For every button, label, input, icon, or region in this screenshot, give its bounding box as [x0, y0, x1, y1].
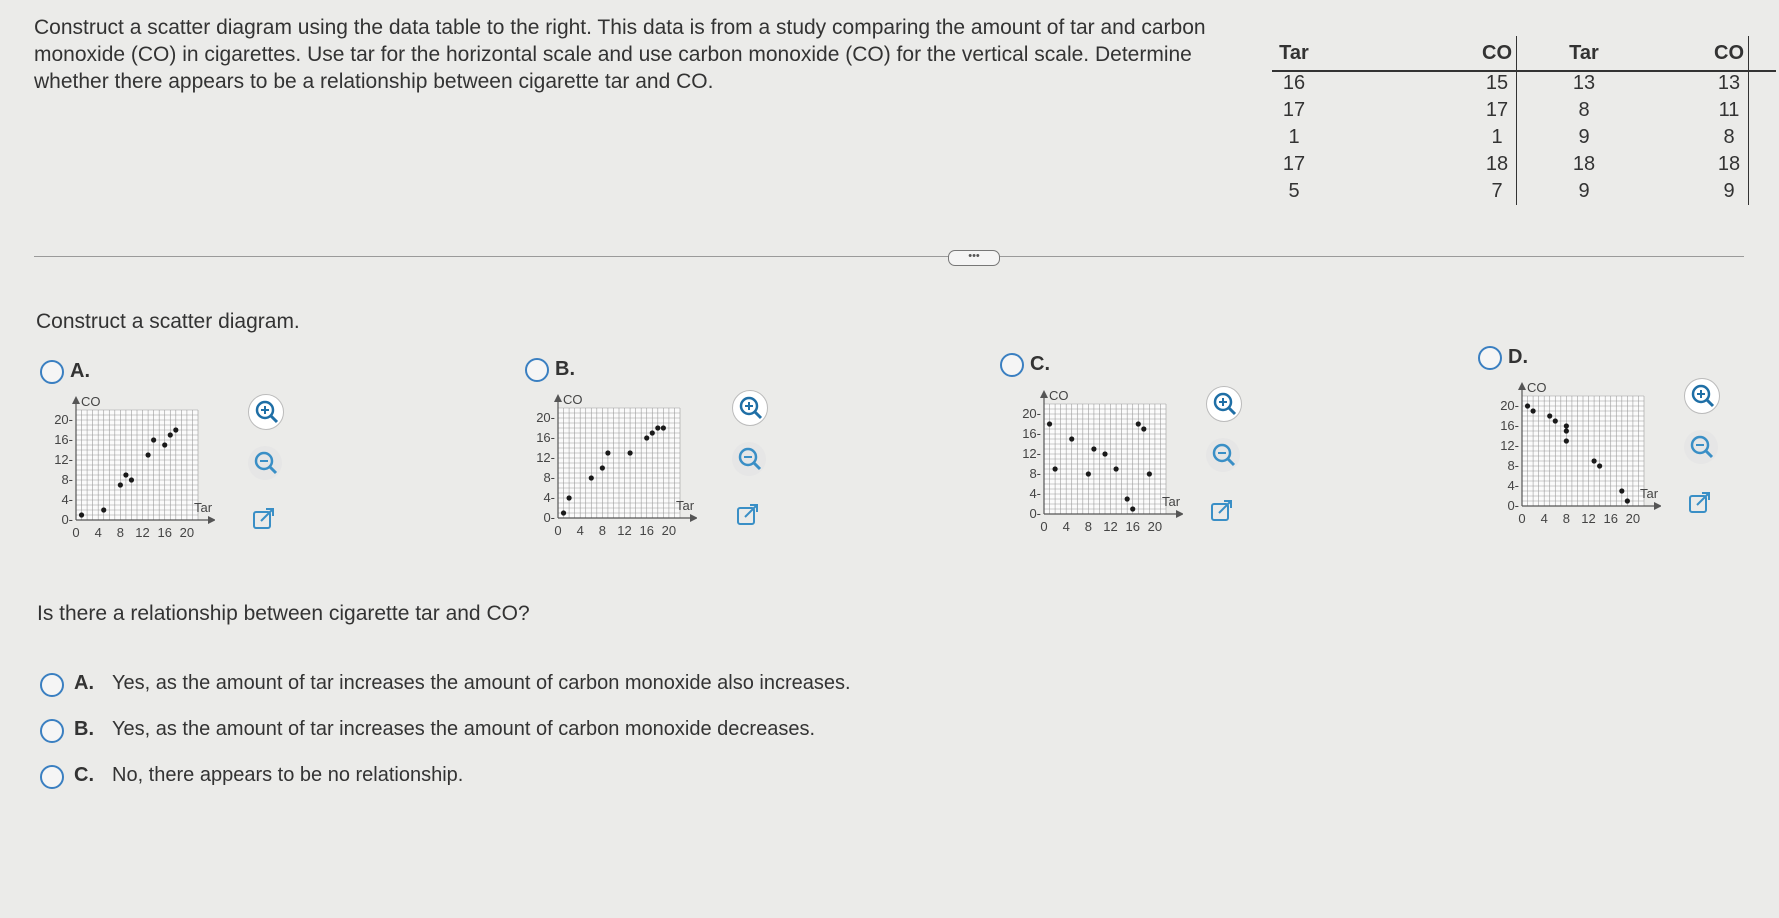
y-tick-label: 4- — [543, 490, 555, 505]
y-tick-label: 8- — [1507, 458, 1519, 473]
zoom-in-icon[interactable] — [248, 394, 284, 430]
x-tick-label: 0 — [1518, 511, 1526, 526]
table-cell: 9 — [1578, 180, 1590, 202]
x-axis-arrow — [1654, 502, 1661, 510]
table-header-rule — [1272, 70, 1776, 72]
answer-key: B. — [74, 718, 94, 740]
y-tick-label: 20- — [1500, 398, 1519, 413]
y-axis-arrow — [554, 394, 562, 402]
y-tick-label: 16- — [1500, 418, 1519, 433]
table-cell: 5 — [1288, 180, 1300, 202]
table-cell: 13 — [1717, 72, 1741, 94]
x-tick-label: 8 — [1562, 511, 1570, 526]
data-point — [1141, 426, 1146, 431]
data-point — [173, 427, 178, 432]
data-point — [600, 465, 605, 470]
answer-key: A. — [74, 672, 94, 694]
x-tick-label: 12 — [1581, 511, 1596, 526]
open-external-icon[interactable] — [248, 504, 282, 538]
scatter-plot-svg — [1486, 376, 1661, 566]
x-tick-label: 16 — [1603, 511, 1618, 526]
x-axis-arrow — [208, 516, 215, 524]
tar-header: Tar — [1279, 42, 1309, 64]
data-point — [1553, 418, 1558, 423]
x-tick-label: 8 — [116, 525, 124, 540]
data-point — [661, 425, 666, 430]
y-axis-label: CO — [563, 392, 583, 407]
x-tick-label: 20 — [1625, 511, 1641, 526]
x-axis-label: Tar — [194, 500, 213, 515]
x-tick-label: 4 — [576, 523, 584, 538]
scatter-plot-svg — [522, 388, 697, 578]
x-tick-label: 12 — [1103, 519, 1118, 534]
y-axis-label: CO — [1049, 388, 1069, 403]
data-point — [1113, 466, 1118, 471]
scatter-graph-d — [1486, 376, 1661, 566]
data-point — [1525, 403, 1530, 408]
x-tick-label: 12 — [135, 525, 150, 540]
data-point — [605, 450, 610, 455]
data-point — [589, 475, 594, 480]
data-point — [1047, 421, 1052, 426]
option-d-radio[interactable] — [1478, 346, 1502, 370]
y-tick-label: 16- — [1022, 426, 1041, 441]
data-point — [145, 452, 150, 457]
tar-column-2 — [1562, 36, 1606, 205]
construct-instruction: Construct a scatter diagram. — [36, 310, 300, 333]
y-axis-label: CO — [1527, 380, 1547, 395]
data-point — [1147, 471, 1152, 476]
scatter-graph-b — [522, 388, 697, 578]
scatter-graph-a — [40, 390, 215, 580]
open-external-icon[interactable] — [732, 500, 766, 534]
data-point — [1069, 436, 1074, 441]
x-tick-label: 4 — [94, 525, 102, 540]
data-point — [101, 507, 106, 512]
data-point — [655, 425, 660, 430]
table-cell: 11 — [1718, 99, 1740, 121]
y-tick-label: 4- — [61, 492, 73, 507]
option-b-radio[interactable] — [525, 358, 549, 382]
data-point — [168, 432, 173, 437]
x-tick-label: 0 — [1040, 519, 1048, 534]
zoom-in-icon[interactable] — [1206, 386, 1242, 422]
relationship-question: Is there a relationship between cigarette tar and CO? — [37, 602, 530, 625]
x-tick-label: 16 — [157, 525, 172, 540]
y-axis-arrow — [1040, 390, 1048, 398]
data-point — [118, 482, 123, 487]
data-point — [1052, 466, 1057, 471]
answer-a-radio[interactable] — [40, 673, 64, 697]
x-tick-label: 16 — [1125, 519, 1140, 534]
table-cell: 8 — [1578, 99, 1590, 121]
table-cell: 17 — [1282, 153, 1306, 175]
data-point — [1091, 446, 1096, 451]
data-point — [561, 510, 566, 515]
answer-text: Yes, as the amount of tar increases the amount of carbon monoxide also increases. — [112, 672, 851, 694]
x-tick-label: 8 — [1084, 519, 1092, 534]
data-point — [162, 442, 167, 447]
table-cell: 15 — [1485, 72, 1509, 94]
data-point — [1564, 428, 1569, 433]
table-cell: 8 — [1723, 126, 1735, 148]
zoom-out-icon[interactable] — [732, 442, 766, 476]
y-tick-label: 12- — [54, 452, 73, 467]
y-tick-label: 20- — [1022, 406, 1041, 421]
data-point — [1136, 421, 1141, 426]
option-a-radio[interactable] — [40, 360, 64, 384]
y-tick-label: 16- — [54, 432, 73, 447]
data-point — [1591, 458, 1596, 463]
option-d-label: D. — [1508, 346, 1528, 368]
y-tick-label: 16- — [536, 430, 555, 445]
section-divider — [34, 256, 1744, 257]
data-point — [1125, 496, 1130, 501]
data-point — [1547, 413, 1552, 418]
x-tick-label: 20 — [661, 523, 677, 538]
zoom-in-icon[interactable] — [1684, 378, 1720, 414]
data-point — [1625, 498, 1630, 503]
table-cell: 18 — [1717, 153, 1741, 175]
x-tick-label: 16 — [639, 523, 654, 538]
x-tick-label: 0 — [554, 523, 562, 538]
answer-b-radio[interactable] — [40, 719, 64, 743]
answer-c-radio[interactable] — [40, 765, 64, 789]
tar-column-1 — [1272, 36, 1316, 205]
table-cell: 7 — [1491, 180, 1503, 202]
y-tick-label: 4- — [1029, 486, 1041, 501]
option-c-label: C. — [1030, 353, 1050, 375]
x-axis-label: Tar — [676, 498, 695, 513]
scatter-plot-svg — [1008, 384, 1183, 574]
answer-text: No, there appears to be no relationship. — [112, 764, 464, 786]
question-prompt: Construct a scatter diagram using the data table to the right. This data is from a study comparing the amount of tar and carbon monoxide (CO) in cigarettes. Use tar for the horizontal scale and use carbon monoxide (CO) for the vertical scale. Determine whether there appears to be a relationship between cigarette tar and CO. — [34, 16, 1206, 93]
y-axis-arrow — [1518, 382, 1526, 390]
table-cell: 16 — [1282, 72, 1306, 94]
table-cell: 18 — [1572, 153, 1596, 175]
x-axis-arrow — [1176, 510, 1183, 518]
scatter-plot-svg — [40, 390, 215, 580]
open-external-icon[interactable] — [1206, 496, 1240, 530]
data-point — [650, 430, 655, 435]
option-c-radio[interactable] — [1000, 353, 1024, 377]
co-header: CO — [1714, 42, 1744, 64]
answer-text: Yes, as the amount of tar increases the amount of carbon monoxide decreases. — [112, 718, 816, 740]
data-point — [1102, 451, 1107, 456]
y-tick-label: 8- — [61, 472, 73, 487]
data-point — [151, 437, 156, 442]
table-cell: 9 — [1578, 126, 1590, 148]
y-tick-label: 0- — [1029, 506, 1041, 521]
table-cell: 1 — [1491, 126, 1503, 148]
table-cell: 1 — [1288, 126, 1300, 148]
y-tick-label: 8- — [1029, 466, 1041, 481]
tar-header: Tar — [1569, 42, 1599, 64]
table-cell: 17 — [1485, 99, 1509, 121]
open-external-icon[interactable] — [1684, 488, 1718, 522]
x-tick-label: 8 — [598, 523, 606, 538]
table-cell: 18 — [1485, 153, 1509, 175]
y-axis-label: CO — [81, 394, 101, 409]
option-b-label: B. — [555, 358, 575, 380]
table-cell: 13 — [1572, 72, 1596, 94]
data-point — [1564, 423, 1569, 428]
zoom-out-icon[interactable] — [1684, 430, 1718, 464]
x-tick-label: 20 — [1147, 519, 1163, 534]
y-tick-label: 0- — [1507, 498, 1519, 513]
co-column-1 — [1480, 36, 1517, 205]
x-axis-label: Tar — [1162, 494, 1181, 509]
y-tick-label: 20- — [54, 412, 73, 427]
data-point — [79, 512, 84, 517]
answer-key: C. — [74, 764, 94, 786]
y-tick-label: 0- — [61, 512, 73, 527]
data-point — [1597, 463, 1602, 468]
option-a-label: A. — [70, 360, 90, 382]
co-header: CO — [1482, 42, 1512, 64]
x-axis-arrow — [690, 514, 697, 522]
zoom-out-icon[interactable] — [1206, 438, 1240, 472]
y-axis-arrow — [72, 396, 80, 404]
data-point — [1619, 488, 1624, 493]
y-tick-label: 12- — [1022, 446, 1041, 461]
zoom-out-icon[interactable] — [248, 446, 282, 480]
table-cell: 9 — [1723, 180, 1735, 202]
data-point — [129, 477, 134, 482]
y-tick-label: 12- — [536, 450, 555, 465]
data-point — [566, 495, 571, 500]
expand-more-button[interactable]: ••• — [948, 250, 1000, 266]
data-point — [123, 472, 128, 477]
y-tick-label: 20- — [536, 410, 555, 425]
co-column-2 — [1712, 36, 1749, 205]
table-cell: 17 — [1282, 99, 1306, 121]
scatter-graph-c — [1008, 384, 1183, 574]
x-tick-label: 4 — [1540, 511, 1548, 526]
y-tick-label: 12- — [1500, 438, 1519, 453]
y-tick-label: 0- — [543, 510, 555, 525]
x-tick-label: 12 — [617, 523, 632, 538]
x-tick-label: 0 — [72, 525, 80, 540]
x-axis-label: Tar — [1640, 486, 1659, 501]
data-point — [1086, 471, 1091, 476]
data-point — [627, 450, 632, 455]
x-tick-label: 4 — [1062, 519, 1070, 534]
data-point — [1564, 438, 1569, 443]
y-tick-label: 8- — [543, 470, 555, 485]
data-point — [1530, 408, 1535, 413]
data-point — [1130, 506, 1135, 511]
y-tick-label: 4- — [1507, 478, 1519, 493]
zoom-in-icon[interactable] — [732, 390, 768, 426]
data-point — [644, 435, 649, 440]
x-tick-label: 20 — [179, 525, 195, 540]
